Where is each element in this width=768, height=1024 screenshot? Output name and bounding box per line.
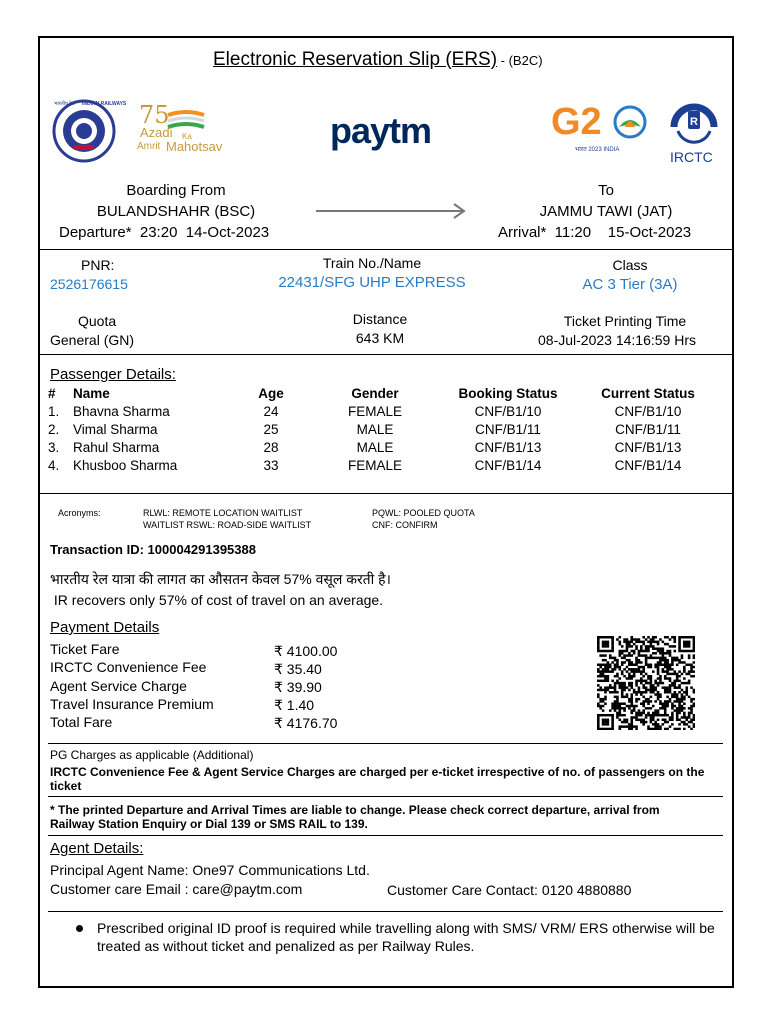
cell-name: Bhavna Sharma (73, 404, 170, 419)
passenger-table (48, 385, 719, 475)
table-row (48, 439, 719, 457)
divider (48, 796, 723, 797)
divider (40, 354, 732, 355)
passenger-details-heading: Passenger Details: (50, 366, 176, 383)
fare-value-total: ₹ 4176.70 (274, 715, 338, 731)
ers-title-suffix: - (B2C) (497, 53, 543, 68)
pg-charges-note: PG Charges as applicable (Additional) (50, 748, 254, 762)
fare-value-convenience: ₹ 35.40 (274, 661, 322, 677)
departure-time: Departure* 23:20 14-Oct-2023 (59, 224, 270, 241)
cost-note-hindi: भारतीय रेल यात्रा की लागत का औसतन केवल 57% वसूल करती है। (50, 571, 391, 587)
agent-details-heading: Agent Details: (50, 840, 144, 857)
paytm-wordmark: paytm (330, 110, 432, 151)
col-booking-status: Booking Status (458, 386, 558, 401)
cell-gender: FEMALE (347, 458, 402, 473)
fare-label-insurance: Travel Insurance Premium (50, 696, 214, 712)
azadi-amrit-text: Amrit (137, 141, 161, 152)
cell-age: 24 (263, 404, 279, 419)
divider (48, 835, 723, 836)
azadi-mahotsav-text: Mahotsav (166, 139, 223, 154)
id-proof-note-line2: treated as without ticket and penalized as per Railway Rules. (97, 938, 475, 954)
passenger-table-header (48, 385, 719, 403)
page-title (213, 49, 543, 71)
train-label: Train No./Name (322, 255, 422, 271)
convenience-note-line2: ticket (50, 779, 82, 793)
acronym-rswl: WAITLIST RSWL: ROAD-SIDE WAITLIST (143, 520, 312, 530)
transaction-id: Transaction ID: 100004291395388 (50, 542, 256, 557)
fare-label-ticket: Ticket Fare (50, 641, 120, 657)
train-value: 22431/SFG UHP EXPRESS (278, 274, 466, 291)
cost-note: IR recovers only 57% of cost of travel on an average. (50, 592, 384, 608)
to-station: JAMMU TAWI (JAT) (539, 203, 673, 220)
cell-age: 25 (263, 422, 279, 437)
cell-num: 1. (48, 404, 60, 419)
cell-gender: MALE (356, 422, 394, 437)
indian-railways-logo (52, 99, 127, 163)
divider (40, 493, 732, 494)
azadi-logo (136, 103, 232, 159)
fare-label-convenience: IRCTC Convenience Fee (50, 659, 207, 675)
g20-lotus-globe-icon (613, 105, 647, 139)
pnr-label: PNR: (81, 257, 115, 273)
indian-railways-emblem-icon (52, 99, 116, 163)
ers-title: Electronic Reservation Slip (ERS) (213, 49, 498, 70)
g20-text: G2 (551, 101, 602, 143)
class-value: AC 3 Tier (3A) (582, 276, 678, 293)
pnr-value: 2526176615 (50, 276, 128, 292)
cell-booking: CNF/B1/10 (474, 404, 542, 419)
to-label: To (598, 182, 614, 199)
class-label: Class (612, 257, 648, 273)
divider (40, 249, 732, 250)
fare-label-agent: Agent Service Charge (50, 678, 187, 694)
azadi-text: Azadi (140, 125, 173, 140)
cell-current: CNF/B1/10 (614, 404, 682, 419)
principal-agent: Principal Agent Name: One97 Communications Ltd. (50, 862, 370, 878)
cell-booking: CNF/B1/14 (474, 458, 542, 473)
bullet-icon (76, 925, 83, 932)
fare-label-total: Total Fare (50, 714, 113, 730)
g20-logo (551, 103, 651, 159)
qr-code (597, 636, 695, 730)
journey-arrow-icon (314, 203, 468, 219)
quota-value: General (GN) (50, 332, 135, 348)
print-time-label: Ticket Printing Time (563, 313, 687, 329)
irctc-logo (664, 97, 728, 165)
times-note-line1: * The printed Departure and Arrival Times are liable to change. Please check correct departure, arrival from (50, 803, 660, 817)
customer-care-email: Customer care Email : care@paytm.com (50, 881, 303, 897)
cell-booking: CNF/B1/11 (475, 422, 541, 437)
cell-name: Rahul Sharma (73, 440, 160, 455)
id-proof-note-line1: Prescribed original ID proof is required while travelling along with SMS/ VRM/ ERS otherwise will be (97, 920, 715, 936)
convenience-note-line1: IRCTC Convenience Fee & Agent Service Charges are charged per e-ticket irrespective of no. of passengers on the (50, 765, 705, 779)
fare-value-ticket: ₹ 4100.00 (274, 643, 338, 659)
cell-current: CNF/B1/13 (614, 440, 682, 455)
distance-label: Distance (352, 311, 408, 327)
indian-railways-hindi-text: भारतीय रेल (54, 101, 75, 107)
paytm-logo (330, 110, 431, 150)
qr-code-icon (597, 636, 695, 730)
col-age: Age (258, 386, 284, 401)
cell-current: CNF/B1/14 (614, 458, 682, 473)
from-station: BULANDSHAHR (BSC) (96, 203, 256, 220)
table-row (48, 403, 719, 421)
acronym-rlwl: RLWL: REMOTE LOCATION WAITLIST (143, 508, 303, 518)
cell-num: 3. (48, 440, 60, 455)
cell-booking: CNF/B1/13 (474, 440, 542, 455)
payment-details-heading: Payment Details (50, 619, 160, 636)
acronym-pqwl: PQWL: POOLED QUOTA (372, 508, 475, 518)
col-num: # (48, 386, 56, 401)
arrival-time: Arrival* 11:20 15-Oct-2023 (498, 224, 692, 241)
distance-value: 643 KM (355, 330, 405, 346)
acronyms-label: Acronyms: (58, 508, 101, 518)
divider (48, 743, 723, 744)
cell-current: CNF/B1/11 (615, 422, 681, 437)
cell-age: 28 (263, 440, 279, 455)
svg-text:R: R (690, 116, 698, 128)
cell-age: 33 (263, 458, 279, 473)
customer-care-contact: Customer Care Contact: 0120 4880880 (387, 882, 632, 898)
col-name: Name (73, 386, 110, 401)
table-row (48, 457, 719, 475)
cell-num: 4. (48, 458, 60, 473)
g20-subtext: भारत 2023 INDIA (575, 147, 620, 153)
divider (48, 911, 723, 912)
cell-num: 2. (48, 422, 60, 437)
indian-railways-text: INDIAN RAILWAYS (82, 101, 127, 107)
print-time-value: 08-Jul-2023 14:16:59 Hrs (538, 332, 696, 348)
acronym-cnf: CNF: CONFIRM (372, 520, 438, 530)
times-note-line2: Railway Station Enquiry or Dial 139 or SMS RAIL to 139. (50, 817, 368, 831)
table-row (48, 421, 719, 439)
irctc-emblem-icon (668, 97, 720, 145)
irctc-text: IRCTC (670, 149, 713, 165)
col-gender: Gender (351, 386, 399, 401)
cell-name: Vimal Sharma (73, 422, 158, 437)
azadi-ka-text: Ka (182, 132, 192, 141)
cell-gender: MALE (356, 440, 394, 455)
col-current-status: Current Status (601, 386, 695, 401)
cell-name: Khusboo Sharma (73, 458, 178, 473)
fare-value-insurance: ₹ 1.40 (274, 697, 315, 713)
azadi-75: 75 (139, 101, 170, 129)
cell-gender: FEMALE (347, 404, 402, 419)
fare-value-agent: ₹ 39.90 (274, 679, 322, 695)
boarding-from-label: Boarding From (126, 182, 226, 199)
quota-label: Quota (78, 313, 117, 329)
